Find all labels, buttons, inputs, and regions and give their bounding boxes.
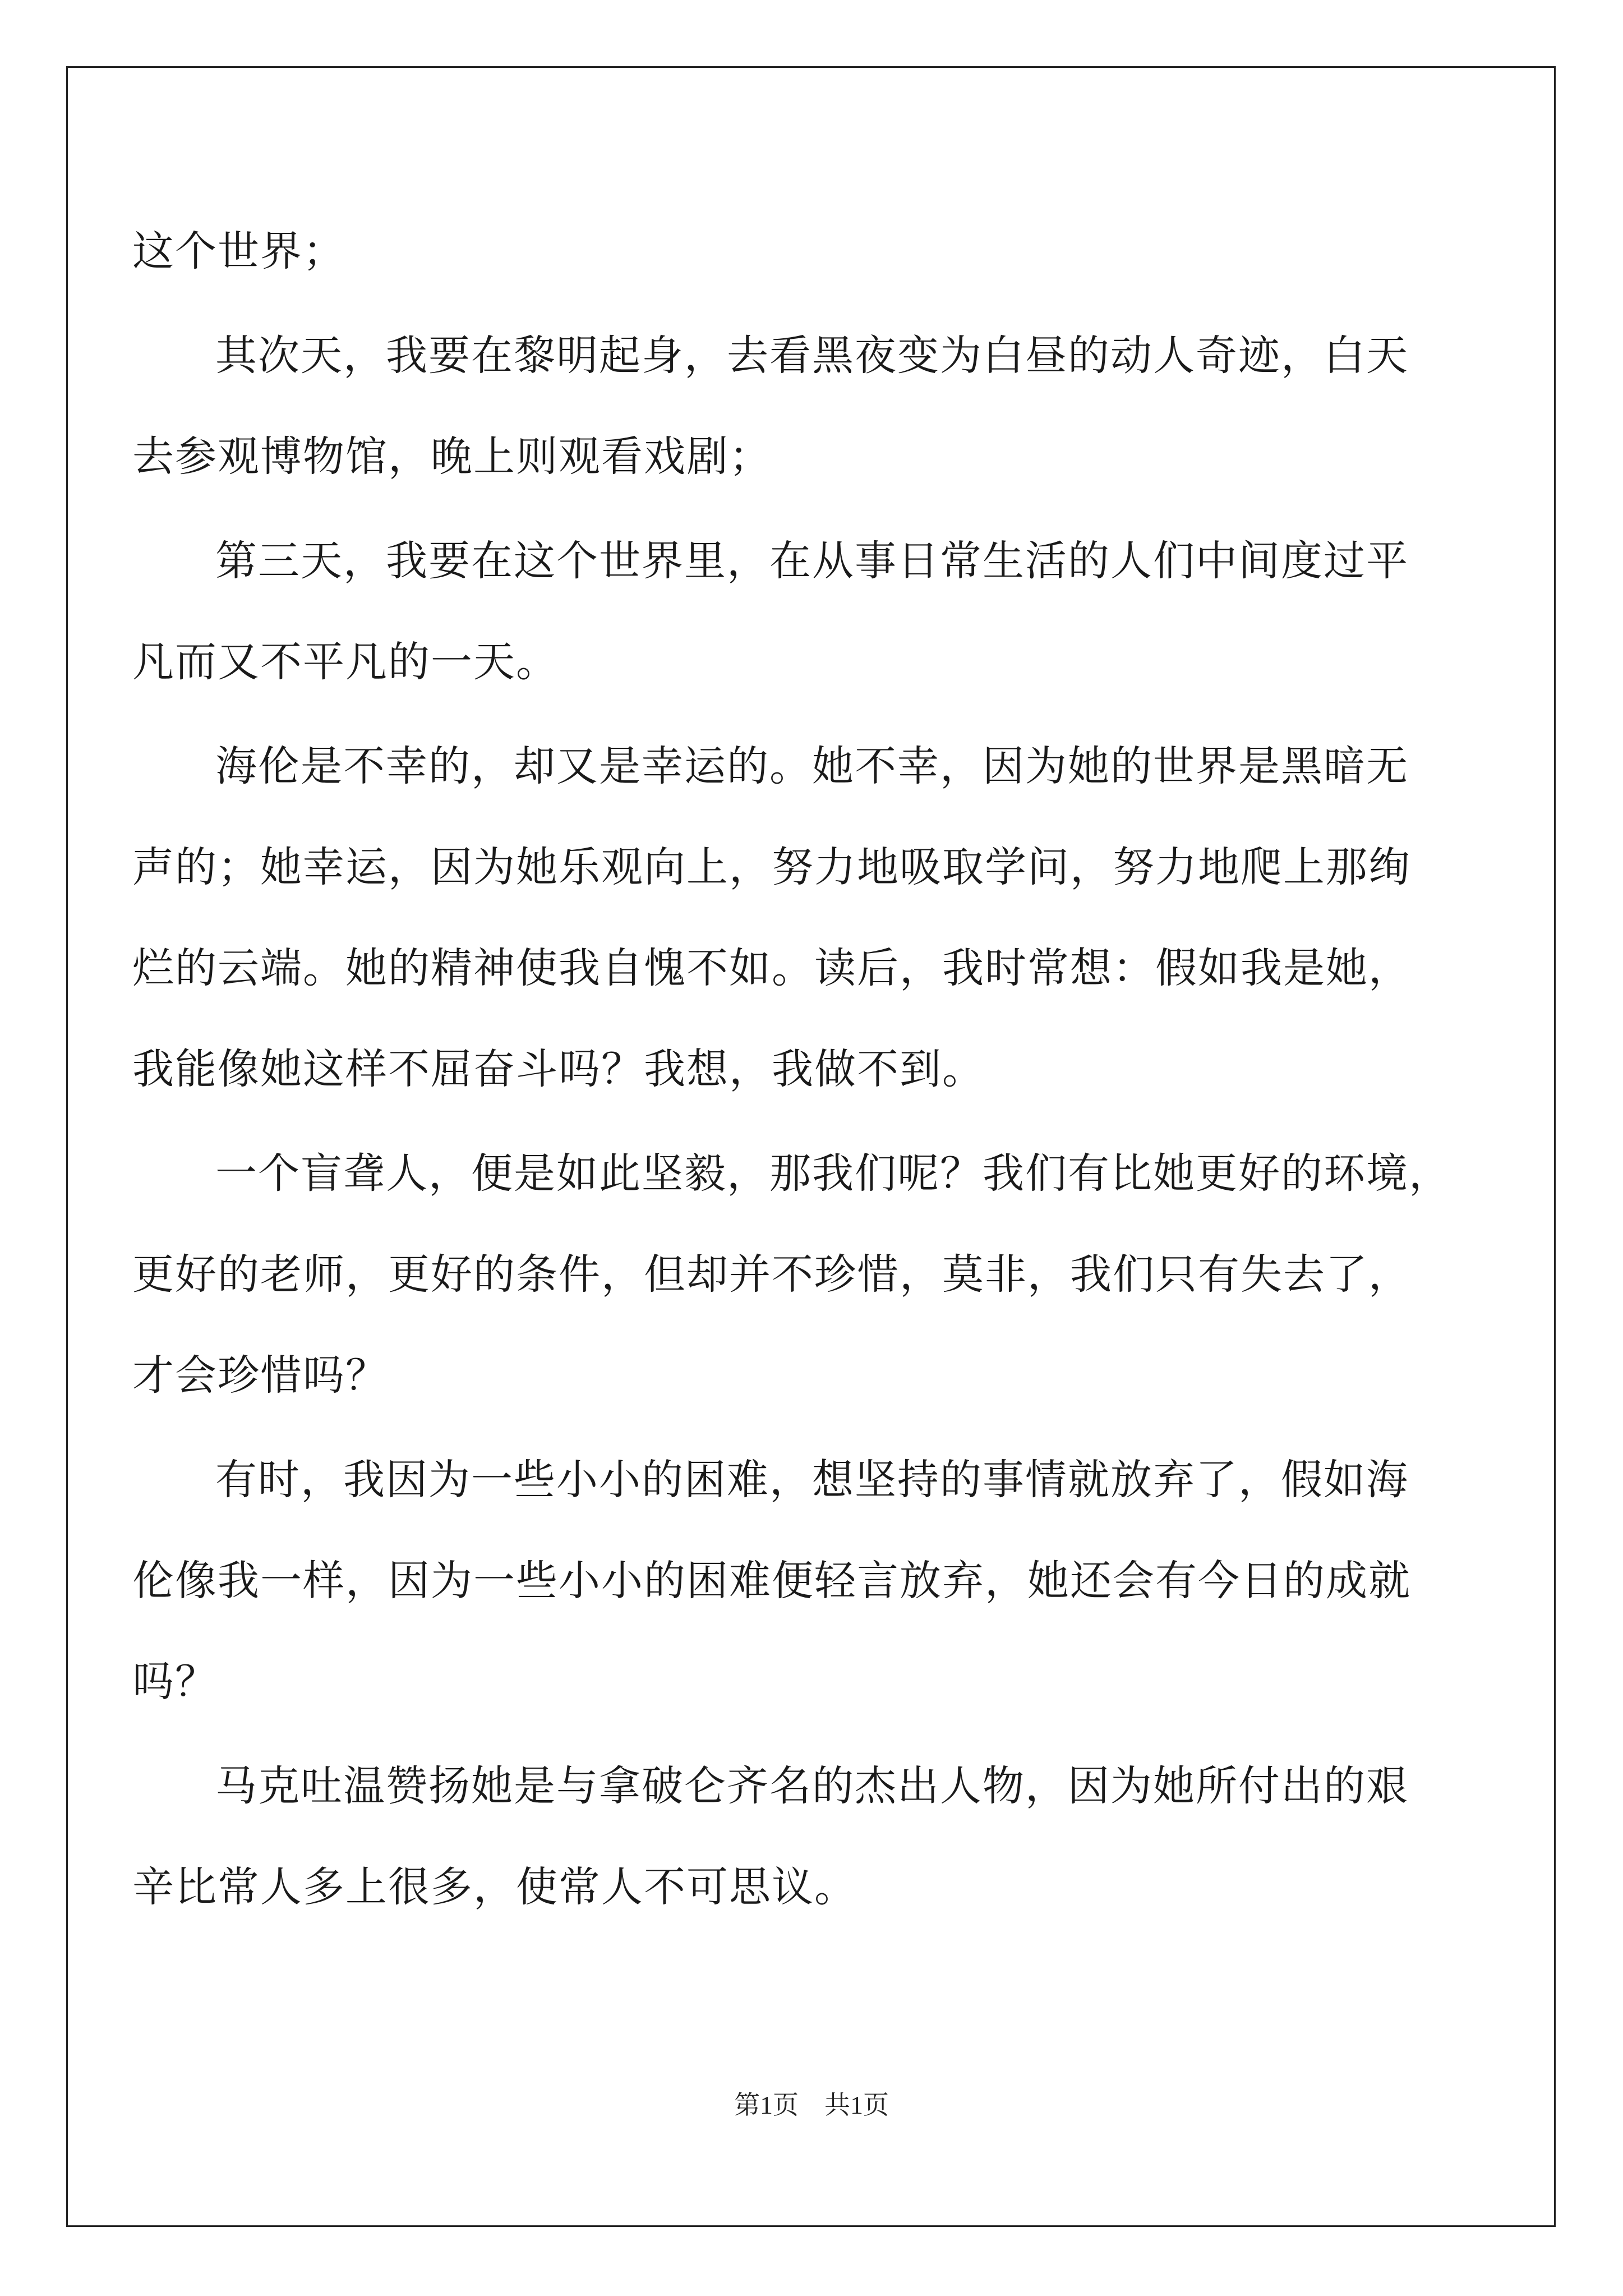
paragraph-first-line: 海伦是不幸的，却又是幸运的。她不幸，因为她的世界是黑暗无: [215, 742, 1409, 790]
text-line: 才会珍惜吗？: [132, 1351, 388, 1400]
text-line: 凡而又不平凡的一天。: [132, 638, 559, 686]
text-line: 伦像我一样，因为一些小小的困难便轻言放弃，她还会有今日的成就: [132, 1557, 1411, 1605]
text-line: 去参观博物馆，晚上则观看戏剧；: [132, 432, 772, 481]
page-number-footer: 第1页 共1页: [734, 2091, 889, 2119]
text-line: 我能像她这样不屈奋斗吗？我想，我做不到。: [132, 1045, 985, 1093]
text-line: 烂的云端。她的精神使我自愧不如。读后，我时常想：假如我是她，: [132, 944, 1411, 992]
paragraph-first-line: 有时，我因为一些小小的困难，想坚持的事情就放弃了，假如海: [215, 1456, 1409, 1504]
text-line: 辛比常人多上很多，使常人不可思议。: [132, 1863, 857, 1911]
paragraph-first-line: 一个盲聋人，便是如此坚毅，那我们呢？我们有比她更好的环境，: [215, 1149, 1451, 1198]
paragraph-first-line: 第三天，我要在这个世界里，在从事日常生活的人们中间度过平: [215, 537, 1409, 585]
text-line: 声的；她幸运，因为她乐观向上，努力地吸取学问，努力地爬上那绚: [132, 843, 1411, 891]
paragraph-first-line: 其次天，我要在黎明起身，去看黑夜变为白昼的动人奇迹，白天: [215, 332, 1409, 380]
text-line: 这个世界；: [132, 227, 345, 275]
text-line: 更好的老师，更好的条件，但却并不珍惜，莫非，我们只有失去了，: [132, 1250, 1411, 1299]
text-line: 吗？: [132, 1658, 218, 1706]
paragraph-first-line: 马克吐温赞扬她是与拿破仑齐名的杰出人物，因为她所付出的艰: [215, 1762, 1409, 1810]
